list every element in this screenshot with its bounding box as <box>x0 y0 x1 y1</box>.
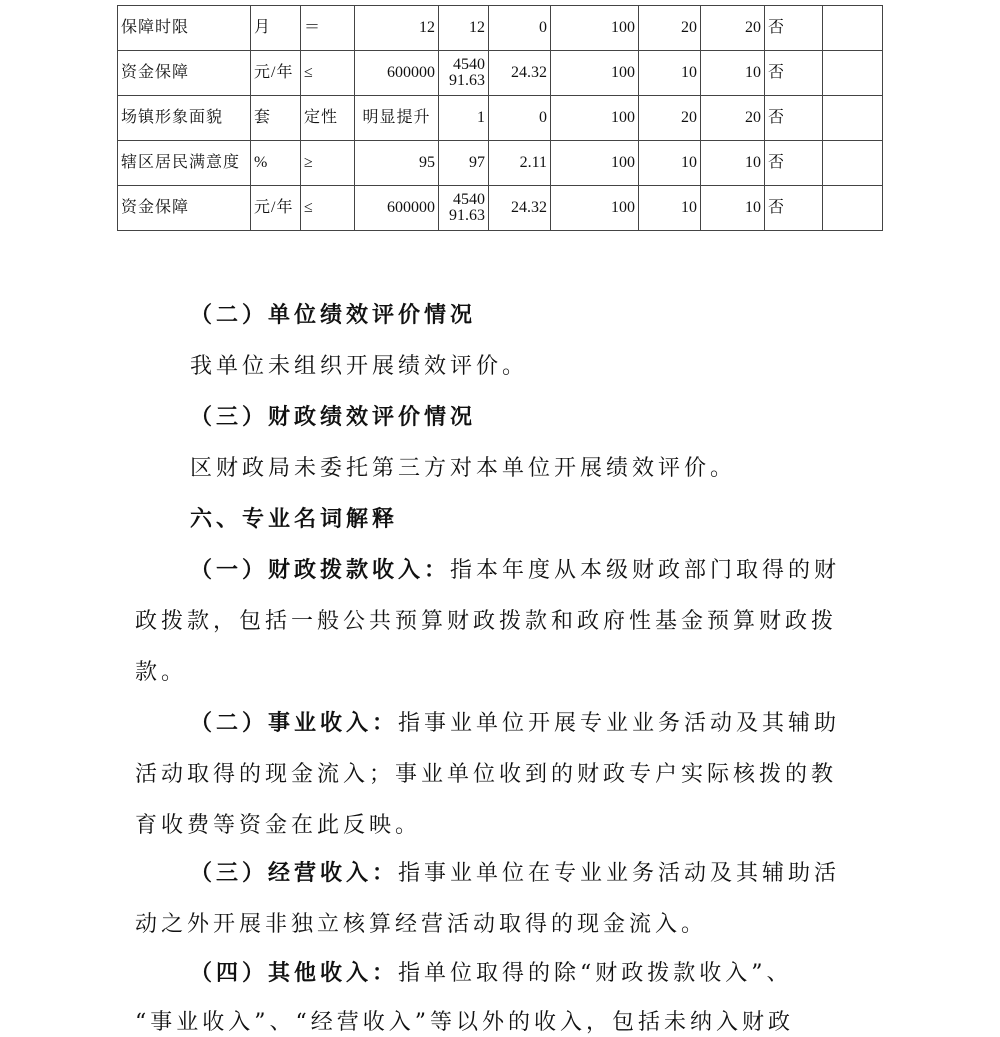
term-2-line-2: 活动取得的现金流入；事业单位收到的财政专户实际核拨的教 <box>135 762 838 787</box>
table-row <box>118 141 883 186</box>
note-cell <box>823 6 883 51</box>
term-3-definition-start: 指事业单位在专业业务活动及其辅助活 <box>398 861 841 886</box>
flag-cell: 否 <box>765 6 823 51</box>
flag-cell: 否 <box>765 141 823 186</box>
unit-cell: 月 <box>251 6 301 51</box>
term-3-line-1 <box>190 856 840 887</box>
actual-value <box>439 51 489 96</box>
full-score-value: 10 <box>639 51 701 96</box>
weight-value: 100 <box>551 96 639 141</box>
deviation-value: 0 <box>489 6 551 51</box>
term-4-line-2: “事业收入”、“经营收入”等以外的收入，包括未纳入财政 <box>135 1010 794 1035</box>
note-cell <box>823 96 883 141</box>
actual-value-line2: 91.63 <box>449 72 485 89</box>
term-2-line-3: 育收费等资金在此反映。 <box>135 813 422 838</box>
actual-value-line1: 4540 <box>453 56 485 73</box>
term-1-line-3: 款。 <box>135 660 188 685</box>
target-value: 明显提升 <box>355 96 439 141</box>
score-value: 10 <box>701 186 765 231</box>
flag-cell: 否 <box>765 51 823 96</box>
target-value: 12 <box>355 6 439 51</box>
term-1-definition-start: 指本年度从本级财政部门取得的财 <box>450 558 841 583</box>
full-score-value: 10 <box>639 186 701 231</box>
paragraph-finance-evaluation: 区财政局未委托第三方对本单位开展绩效评价。 <box>190 456 737 481</box>
table-row <box>118 51 883 96</box>
target-value: 95 <box>355 141 439 186</box>
unit-cell: 元/年 <box>251 51 301 96</box>
deviation-value: 2.11 <box>489 141 551 186</box>
term-1-name: （一）财政拨款收入： <box>190 557 451 583</box>
term-2-definition-start: 指事业单位开展专业业务活动及其辅助 <box>398 711 841 736</box>
actual-value <box>439 186 489 231</box>
actual-value-line1: 4540 <box>453 191 485 208</box>
actual-value: 97 <box>439 141 489 186</box>
weight-value: 100 <box>551 6 639 51</box>
term-1-line-2: 政拨款，包括一般公共预算财政拨款和政府性基金预算财政拨 <box>135 609 838 634</box>
operator-cell: ≤ <box>301 186 355 231</box>
flag-cell: 否 <box>765 186 823 231</box>
term-2-line-1 <box>190 706 840 737</box>
table-row <box>118 186 883 231</box>
heading-terms: 六、专业名词解释 <box>190 506 399 532</box>
indicator-name: 辖区居民满意度 <box>118 141 251 186</box>
score-value: 20 <box>701 96 765 141</box>
indicator-name: 场镇形象面貌 <box>118 96 251 141</box>
deviation-value: 24.32 <box>489 51 551 96</box>
actual-value: 12 <box>439 6 489 51</box>
term-2-name: （二）事业收入： <box>190 710 399 736</box>
term-4-line-1 <box>190 956 793 987</box>
operator-cell: 定性 <box>301 96 355 141</box>
unit-cell: 套 <box>251 96 301 141</box>
deviation-value: 24.32 <box>489 186 551 231</box>
target-value: 600000 <box>355 186 439 231</box>
performance-indicator-table <box>117 5 883 231</box>
term-4-name: （四）其他收入： <box>190 960 399 986</box>
target-value: 600000 <box>355 51 439 96</box>
table-row <box>118 6 883 51</box>
term-3-line-2: 动之外开展非独立核算经营活动取得的现金流入。 <box>135 912 708 937</box>
score-value: 10 <box>701 141 765 186</box>
operator-cell: ＝ <box>301 6 355 51</box>
indicator-name: 资金保障 <box>118 51 251 96</box>
term-4-definition-start: 指单位取得的除“财政拨款收入”、 <box>398 961 793 986</box>
table-row <box>118 96 883 141</box>
actual-value: 1 <box>439 96 489 141</box>
operator-cell: ≥ <box>301 141 355 186</box>
unit-cell: 元/年 <box>251 186 301 231</box>
deviation-value: 0 <box>489 96 551 141</box>
term-1-line-1 <box>190 553 880 584</box>
term-3-name: （三）经营收入： <box>190 860 399 886</box>
full-score-value: 20 <box>639 96 701 141</box>
indicator-name: 资金保障 <box>118 186 251 231</box>
flag-cell: 否 <box>765 96 823 141</box>
score-value: 20 <box>701 6 765 51</box>
weight-value: 100 <box>551 141 639 186</box>
full-score-value: 10 <box>639 141 701 186</box>
paragraph-unit-evaluation: 我单位未组织开展绩效评价。 <box>190 354 529 379</box>
score-value: 10 <box>701 51 765 96</box>
full-score-value: 20 <box>639 6 701 51</box>
actual-value-line2: 91.63 <box>449 207 485 224</box>
note-cell <box>823 186 883 231</box>
weight-value: 100 <box>551 186 639 231</box>
unit-cell: % <box>251 141 301 186</box>
operator-cell: ≤ <box>301 51 355 96</box>
heading-finance-evaluation: （三）财政绩效评价情况 <box>190 404 477 430</box>
heading-unit-evaluation: （二）单位绩效评价情况 <box>190 302 477 328</box>
indicator-name: 保障时限 <box>118 6 251 51</box>
note-cell <box>823 51 883 96</box>
note-cell <box>823 141 883 186</box>
weight-value: 100 <box>551 51 639 96</box>
